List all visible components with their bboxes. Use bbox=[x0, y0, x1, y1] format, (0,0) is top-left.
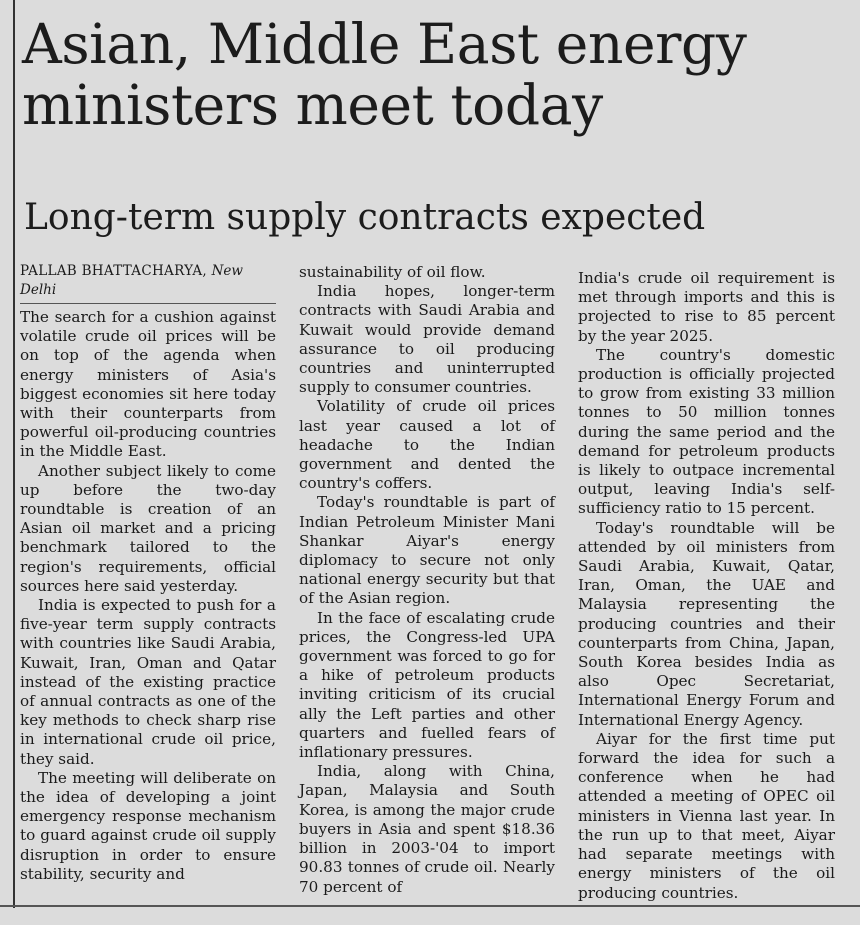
paragraph: India's crude oil requirement is met through imports and this is projected to rise to 85 percent by the year 2025. bbox=[578, 269, 835, 345]
paragraph: Another subject likely to come up before the two-day roundtable is creation of an Asian oil market and a pricing benchmark tailored to the region's requirements, official sources here said yesterday. bbox=[20, 461, 276, 595]
left-column-rule bbox=[13, 0, 15, 908]
paragraph: Today's roundtable will be attended by oil ministers from Saudi Arabia, Kuwait, Qatar, Iran, Oman, the UAE and Malaysia representing the producing countries and their counterparts from China, Japan, South Korea besides India as also Opec Secretariat, International Energy Forum and International Energy Agency. bbox=[578, 518, 835, 729]
headline: Asian, Middle East energy ministers meet today bbox=[22, 12, 747, 137]
article-column-2 bbox=[299, 263, 555, 897]
paragraph: The country's domestic production is officially projected to grow from existing 33 million tonnes to 50 million tonnes during the same period and the demand for petroleum products is likely to outpace incremental output, leaving India's self-sufficiency ratio to 15 percent. bbox=[578, 345, 835, 518]
paragraph: In the face of escalating crude prices, the Congress-led UPA government was forced to go for a hike of petroleum products inviting criticism of its crucial ally the Left parties and other quarters and fuelled fears of inflationary pressures. bbox=[299, 608, 555, 762]
paragraph: The meeting will deliberate on the idea of developing a joint emergency response mechanism to guard against crude oil supply disruption in order to ensure stability, security and bbox=[20, 768, 276, 883]
bottom-rule bbox=[0, 905, 860, 907]
subheadline: Long-term supply contracts expected bbox=[24, 197, 706, 238]
byline-author: PALLAB BHATTACHARYA, bbox=[20, 263, 207, 279]
paragraph: The search for a cushion against volatile crude oil prices will be on top of the agenda when energy ministers of Asia's biggest economies sit here today with their counterparts from powerful oil-producing countries in the Middle East. bbox=[20, 308, 276, 461]
paragraph: India is expected to push for a five-year term supply contracts with countries like Saudi Arabia, Kuwait, Iran, Oman and Qatar instead of the existing practice of annual contracts as one of the key methods to check sharp rise in international crude oil price, they said. bbox=[20, 596, 276, 768]
paragraph: Aiyar for the first time put forward the idea for such a conference when he had attended a meeting of OPEC oil ministers in Vienna last year. In the run up to that meet, Aiyar had separate meetings with energy ministers of the oil producing countries. bbox=[578, 729, 835, 902]
byline-location: New Delhi bbox=[20, 263, 243, 298]
byline bbox=[20, 262, 276, 304]
paragraph: India, along with China, Japan, Malaysia and South Korea, is among the major crude buyers in Asia and spent $18.36 billion in 2003-'04 to import 90.83 tonnes of crude oil. Nearly 70 percent of bbox=[299, 762, 555, 896]
paragraph: India hopes, longer-term contracts with Saudi Arabia and Kuwait would provide demand assurance to oil producing countries and uninterrupted supply to consumer countries. bbox=[299, 282, 555, 397]
paragraph: Today's roundtable is part of Indian Petroleum Minister Mani Shankar Aiyar's energy diplomacy to secure not only national energy security but that of the Asian region. bbox=[299, 493, 555, 608]
article-column-3 bbox=[578, 269, 835, 903]
paragraph: sustainability of oil flow. bbox=[299, 263, 486, 281]
article-column-1 bbox=[20, 262, 276, 884]
paragraph: Volatility of crude oil prices last year caused a lot of headache to the Indian government and dented the country's coffers. bbox=[299, 397, 555, 493]
